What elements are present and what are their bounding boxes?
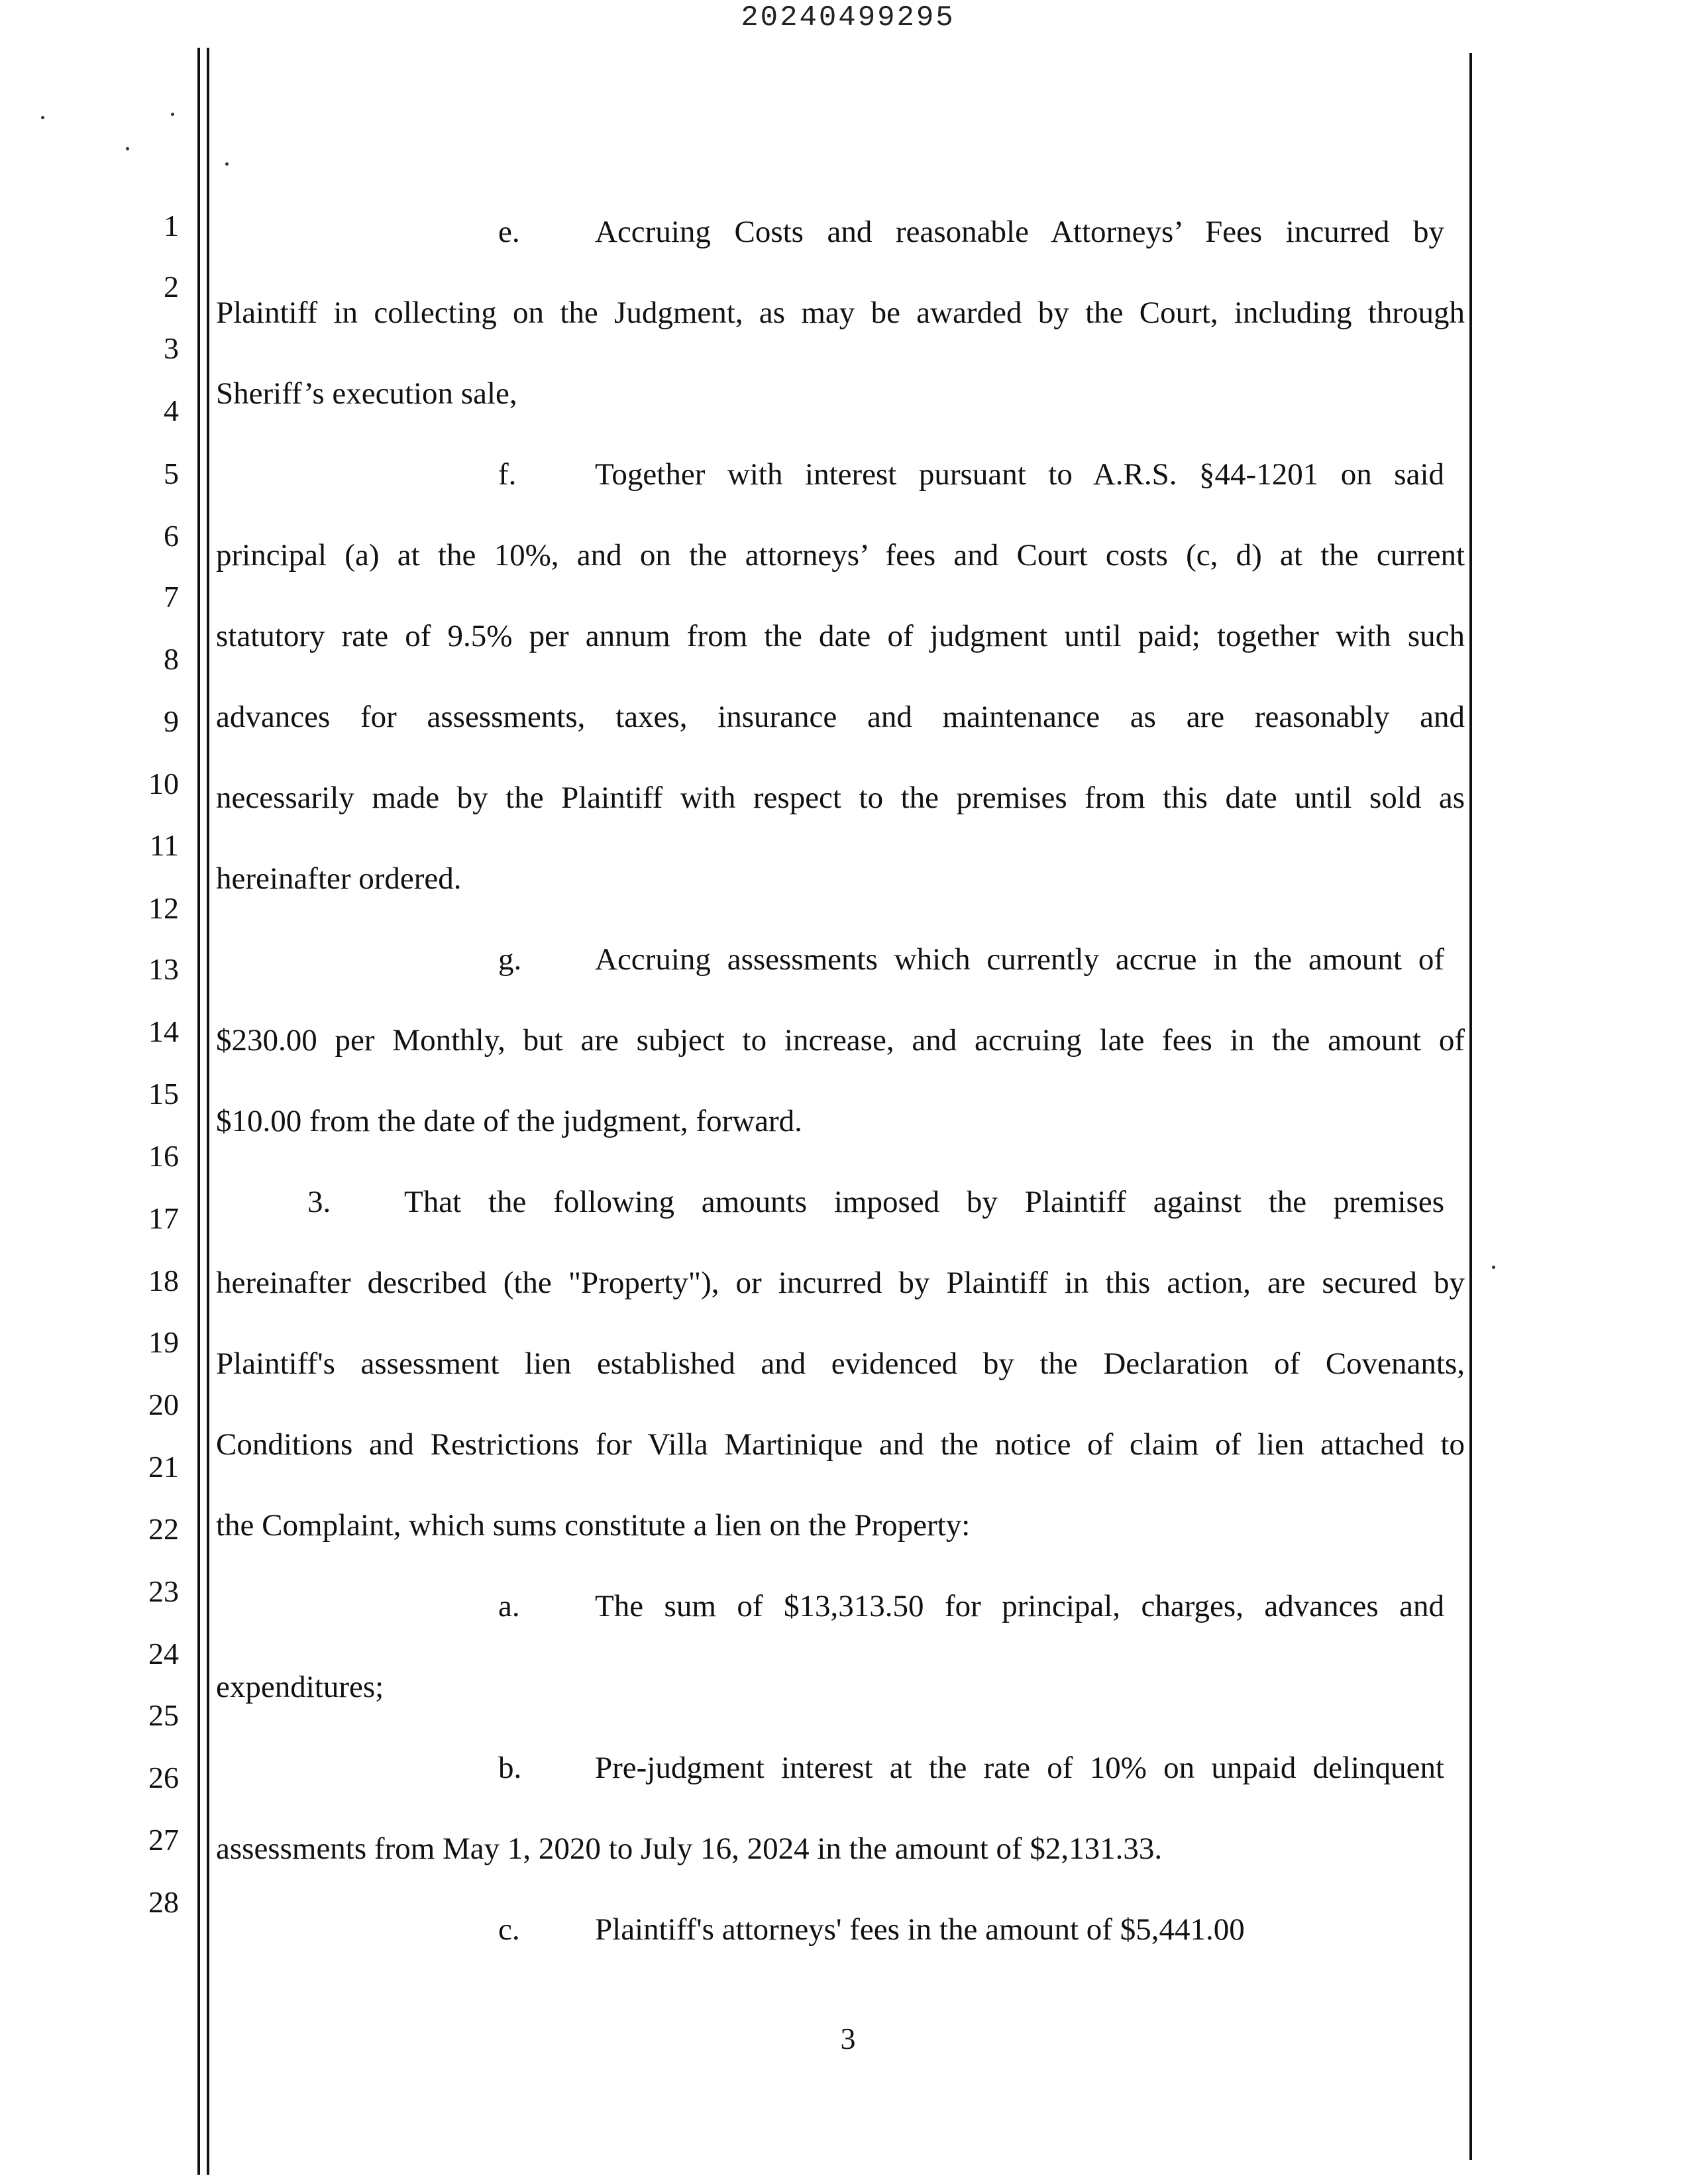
line-number: 17 — [148, 1201, 179, 1235]
line-number: 8 — [164, 642, 179, 676]
item-marker-e: e. — [498, 215, 520, 249]
line-number: 27 — [148, 1823, 179, 1857]
item-a-line: expenditures; — [216, 1670, 384, 1704]
left-margin-rule-inner — [207, 48, 209, 2175]
line-number: 20 — [148, 1388, 179, 1421]
paragraph-3-line: That the following amounts imposed by Plaintiff against the premises — [404, 1185, 1444, 1219]
right-margin-rule — [1469, 53, 1472, 2160]
item-marker-c: c. — [498, 1912, 520, 1947]
paragraph-3-line: Plaintiff's assessment lien established and evidenced by the Declaration of Covenants, — [216, 1346, 1465, 1381]
line-number: 18 — [148, 1264, 179, 1297]
line-number: 22 — [148, 1512, 179, 1546]
scan-speck — [225, 162, 229, 166]
paragraph-3-line: the Complaint, which sums constitute a lien on the Property: — [216, 1508, 971, 1543]
item-a-line: The sum of $13,313.50 for principal, charges, advances and — [595, 1589, 1444, 1623]
line-number: 4 — [164, 394, 179, 427]
line-number: 6 — [164, 519, 179, 553]
line-number: 9 — [164, 704, 179, 738]
line-number: 3 — [164, 331, 179, 365]
item-g-line: $10.00 from the date of the judgment, forward. — [216, 1104, 802, 1138]
item-e-line: Plaintiff in collecting on the Judgment, as may be awarded by the Court, including through — [216, 296, 1465, 330]
line-number: 26 — [148, 1761, 179, 1794]
item-marker-b: b. — [498, 1751, 522, 1785]
scan-speck — [171, 113, 174, 116]
line-number: 23 — [148, 1574, 179, 1608]
line-number: 12 — [148, 891, 179, 925]
item-marker-f: f. — [498, 457, 517, 492]
line-number: 25 — [148, 1698, 179, 1732]
line-number: 28 — [148, 1885, 179, 1919]
item-f-line: statutory rate of 9.5% per annum from the date of judgment until paid; together with such — [216, 619, 1465, 653]
line-number: 21 — [148, 1450, 179, 1484]
left-margin-rule — [197, 48, 200, 2175]
line-number: 2 — [164, 270, 179, 303]
item-marker-a: a. — [498, 1589, 520, 1623]
scan-speck — [41, 116, 44, 119]
line-number: 15 — [148, 1077, 179, 1111]
item-f-line: necessarily made by the Plaintiff with respect to the premises from this date until sold as — [216, 781, 1465, 815]
scan-speck — [126, 147, 129, 150]
item-f-line: advances for assessments, taxes, insurance and maintenance as are reasonably and — [216, 700, 1465, 734]
item-b-line: assessments from May 1, 2020 to July 16, 2024 in the amount of $2,131.33. — [216, 1831, 1163, 1866]
line-number: 13 — [148, 952, 179, 986]
item-e-line: Sheriff’s execution sale, — [216, 376, 517, 411]
item-marker-g: g. — [498, 942, 522, 977]
item-f-line: hereinafter ordered. — [216, 861, 462, 896]
scan-speck — [1492, 1266, 1495, 1269]
line-number: 16 — [148, 1139, 179, 1173]
paragraph-3-line: Conditions and Restrictions for Villa Martinique and the notice of claim of lien attached to — [216, 1427, 1465, 1462]
line-number: 1 — [164, 209, 179, 243]
page-number: 3 — [840, 2022, 856, 2055]
item-f-line: Together with interest pursuant to A.R.S. §44-1201 on said — [595, 457, 1444, 492]
item-c-line: Plaintiff's attorneys' fees in the amount of $5,441.00 — [595, 1912, 1245, 1947]
line-number: 24 — [148, 1637, 179, 1670]
line-number: 5 — [164, 457, 179, 490]
line-number: 14 — [148, 1014, 179, 1048]
item-f-line: principal (a) at the 10%, and on the attorneys’ fees and Court costs (c, d) at the current — [216, 538, 1465, 573]
document-number: 20240499295 — [741, 1, 955, 34]
line-number: 19 — [148, 1325, 179, 1359]
paragraph-3-line: hereinafter described (the "Property"), or incurred by Plaintiff in this action, are secured by — [216, 1266, 1465, 1300]
paragraph-marker-3: 3. — [307, 1185, 331, 1219]
item-b-line: Pre-judgment interest at the rate of 10% on unpaid delinquent — [595, 1751, 1444, 1785]
line-number: 7 — [164, 580, 179, 614]
line-number: 11 — [149, 828, 179, 862]
item-e-line: Accruing Costs and reasonable Attorneys’ Fees incurred by — [595, 215, 1444, 249]
item-g-line: Accruing assessments which currently accrue in the amount of — [595, 942, 1444, 977]
line-number: 10 — [148, 767, 179, 800]
item-g-line: $230.00 per Monthly, but are subject to increase, and accruing late fees in the amount of — [216, 1023, 1465, 1058]
